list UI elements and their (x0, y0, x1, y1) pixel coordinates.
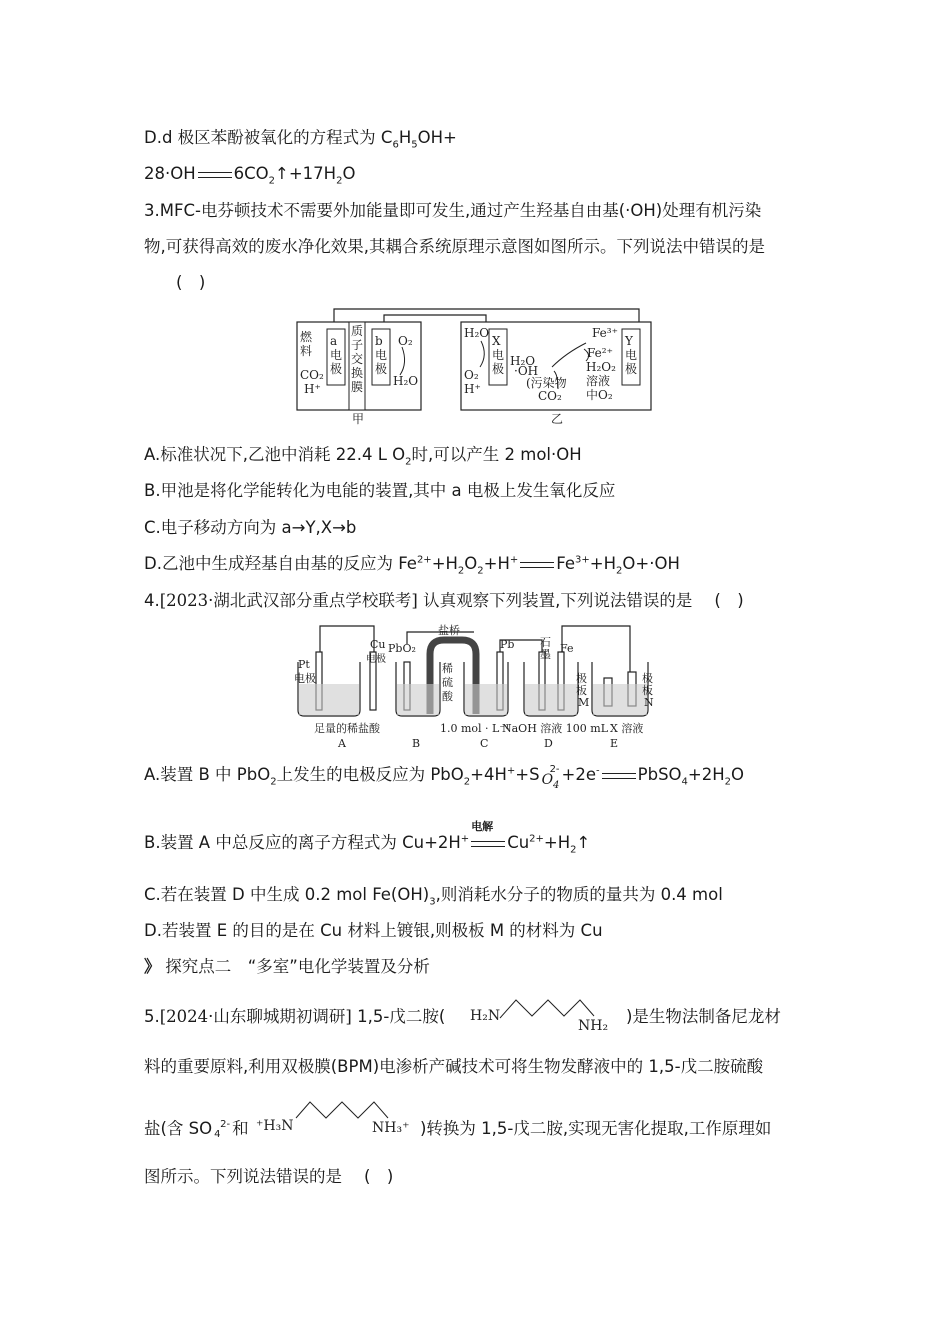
q4-option-a: A.装置 B 中 PbO$_2$上发生的电极反应为 PbO$_2$+4H++S 2- $O_4$ +2e- $PbSO_4+2H_2O$ (144, 764, 745, 791)
svg-text:H₂O₂: H₂O₂ (586, 360, 616, 374)
sulfate-ion: 2- $O_4$ (541, 764, 560, 791)
fuel-label-1: 燃 (300, 330, 313, 344)
q4-option-d: D.若装置 E 的目的是在 Cu 材料上镀银,则极板 M 的材料为 Cu (144, 921, 603, 940)
svg-text:硫: 硫 (442, 676, 453, 689)
svg-text:足量的稀盐酸: 足量的稀盐酸 (314, 722, 380, 735)
q2-option-d-line2: 28·OH $6CO_2↑+17H_2O$ (144, 164, 356, 187)
h2n-label: H₂N (470, 1008, 501, 1024)
svg-text:电: 电 (330, 348, 343, 362)
nh2-label: NH₂ (578, 1018, 609, 1034)
svg-text:中O₂: 中O₂ (586, 388, 613, 402)
svg-text:H₂O: H₂O (464, 326, 490, 340)
tank-yi-label: 乙 (551, 412, 564, 426)
svg-text:E: E (610, 737, 619, 750)
equilibrium-sign (198, 172, 232, 178)
svg-text:A: A (338, 737, 346, 750)
svg-text:酸: 酸 (442, 690, 453, 703)
svg-text:电: 电 (625, 348, 638, 362)
svg-text:M: M (578, 696, 590, 709)
q3-option-d: D.乙池中生成羟基自由基的反应为 $Fe^{2+}+H_2O_2+H^+$ $Fe^{3+}+H_2O+\cdot OH$ (144, 554, 680, 577)
q3-mfc-fenton-diagram (296, 305, 652, 431)
svg-text:NaOH 溶液 100 mL: NaOH 溶液 100 mL (502, 722, 609, 735)
svg-text:b: b (375, 334, 383, 348)
svg-text:板: 板 (576, 684, 587, 697)
svg-text:极: 极 (375, 362, 388, 376)
q5-line2: 料的重要原料,利用双极膜(BPM)电渗析产碱技术可将生物发酵液中的 1,5-戊二胺硫酸 (144, 1057, 764, 1076)
svg-text:极: 极 (625, 362, 638, 376)
pentanediamine-structure (466, 996, 624, 1036)
svg-text:子: 子 (351, 338, 364, 352)
q4-apparatus-diagram (292, 622, 664, 750)
svg-text:换: 换 (351, 366, 364, 380)
svg-text:H⁺: H⁺ (464, 382, 481, 396)
svg-text:Fe: Fe (560, 642, 574, 655)
svg-text:极: 极 (642, 672, 653, 685)
q5-line3-tail: )转换为 1,5-戊二胺,实现无害化提取,工作原理如 (420, 1119, 772, 1138)
svg-text:极: 极 (576, 672, 587, 685)
svg-text:Pb: Pb (500, 638, 515, 651)
q5-line1: 5.[2024·山东聊城期初调研] 1,5-戊二胺( (144, 1007, 446, 1026)
svg-text:电极: 电极 (294, 672, 316, 685)
svg-text:Cu: Cu (370, 638, 386, 651)
tank-jia-label: 甲 (352, 412, 365, 426)
salt-bridge-label: 盐桥 (438, 624, 460, 637)
q3-option-a: A.标准状况下,乙池中消耗 22.4 L $O_2$时,可以产生 2 mol·OH (144, 445, 582, 468)
svg-text:O₂: O₂ (398, 334, 413, 348)
electrolysis-condition: 电解 (471, 820, 494, 833)
double-chevron-icon: 》 (144, 957, 157, 976)
pentanediammonium-structure (254, 1100, 420, 1142)
svg-text:CO₂: CO₂ (538, 389, 562, 403)
q4-option-c: C.若在装置 D 中生成 0.2 mol $Fe(OH)_3$,则消耗水分子的物质的量共为 0.4 mol (144, 885, 723, 908)
svg-text:极: 极 (492, 362, 505, 376)
svg-text:X 溶液: X 溶液 (610, 722, 644, 735)
svg-text:石: 石 (540, 636, 551, 649)
svg-text:Fe²⁺: Fe²⁺ (587, 346, 613, 360)
svg-text:极: 极 (330, 362, 343, 376)
svg-text:O₂: O₂ (464, 368, 479, 382)
svg-text:电极: 电极 (366, 654, 386, 665)
svg-text:C: C (480, 737, 489, 750)
q3-stem-line2: 物,可获得高效的废水净化效果,其耦合系统原理示意图如图所示。下列说法中错误的是 (144, 237, 765, 256)
q5-line1-tail: )是生物法制备尼龙材 (626, 1007, 781, 1026)
svg-text:膜: 膜 (351, 380, 364, 394)
svg-text:溶液: 溶液 (586, 374, 611, 388)
q3-answer-bracket: ( ) (176, 273, 206, 292)
svg-text:电: 电 (375, 348, 388, 362)
q2-option-d-line1: D.d 极区苯酚被氧化的方程式为 $C_6H_5OH+$ (144, 128, 457, 151)
svg-text:D: D (544, 737, 553, 750)
section-header: 》 探究点二 “多室”电化学装置及分析 (144, 955, 430, 979)
svg-text:X: X (492, 334, 501, 348)
q5-line3-start: 盐(含 SO 2- 4 和 (144, 1118, 249, 1140)
svg-text:H⁺: H⁺ (304, 382, 321, 396)
svg-text:质: 质 (351, 324, 364, 338)
svg-text:CO₂: CO₂ (300, 368, 324, 382)
svg-text:稀: 稀 (442, 662, 453, 675)
svg-text:电: 电 (492, 348, 505, 362)
q3-option-c: C.电子移动方向为 a→Y,X→b (144, 518, 357, 537)
svg-text:B: B (412, 737, 421, 750)
q5-line4: 图所示。下列说法错误的是 ( ) (144, 1167, 394, 1186)
q4-stem: 4.[2023·湖北武汉部分重点学校联考] 认真观察下列装置,下列说法错误的是 ( ) (144, 591, 744, 610)
svg-text:板: 板 (642, 684, 653, 697)
h3n-label: ⁺H₃N (256, 1118, 294, 1134)
nh3-label: NH₃⁺ (372, 1120, 410, 1136)
svg-text:墨: 墨 (540, 648, 551, 661)
svg-text:a: a (330, 334, 338, 348)
q3-option-b: B.甲池是将化学能转化为电能的装置,其中 a 电极上发生氧化反应 (144, 481, 616, 500)
svg-text:N: N (644, 696, 654, 709)
svg-text:PbO₂: PbO₂ (388, 642, 416, 655)
q3-stem-line1: 3.MFC-电芬顿技术不需要外加能量即可发生,通过产生羟基自由基(·OH)处理有机污染 (144, 201, 762, 220)
svg-text:·OH: ·OH (514, 364, 539, 378)
svg-text:H₂O: H₂O (393, 374, 419, 388)
svg-text:1.0 mol · L⁻¹: 1.0 mol · L⁻¹ (440, 722, 510, 735)
svg-text:Fe³⁺: Fe³⁺ (592, 326, 618, 340)
svg-text:Pt: Pt (298, 658, 310, 671)
svg-text:H₂O: H₂O (510, 354, 536, 368)
svg-text:Y: Y (625, 334, 633, 348)
svg-text:(污染物: (污染物 (526, 376, 567, 390)
svg-text:料: 料 (300, 344, 313, 358)
svg-text:交: 交 (351, 352, 364, 366)
q4-option-b: B.装置 A 中总反应的离子方程式为 Cu+2H+ 电解 $Cu^{2+}+H_2↑$ (144, 831, 590, 855)
